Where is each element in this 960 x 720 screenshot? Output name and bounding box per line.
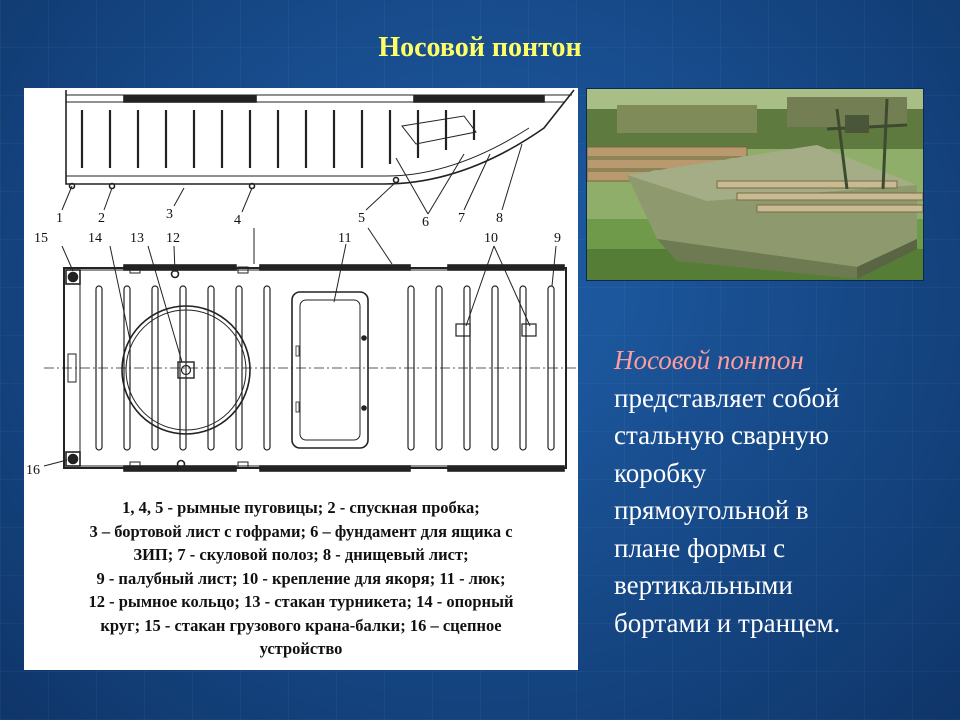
legend-line: 12 - рымное кольцо; 13 - стакан турникета; 14 - опорный — [88, 592, 514, 611]
legend-line: 3 – бортовой лист с гофрами; 6 – фундамент для ящика с — [89, 521, 513, 541]
slide-title: Носовой понтон — [378, 32, 582, 63]
description-line: плане формы с — [614, 532, 786, 563]
callout-14: 14 — [88, 231, 102, 246]
callout-5: 5 — [358, 211, 365, 226]
pontoon-diagram — [24, 88, 578, 670]
callout-16: 16 — [26, 463, 40, 478]
legend-line: устройство — [259, 639, 343, 658]
callout-3: 3 — [166, 207, 173, 222]
legend-line: 9 - палубный лист; 10 - крепление для якоря; 11 - люк; — [96, 568, 506, 588]
pontoon-photo — [586, 88, 924, 281]
callout-10: 10 — [484, 231, 498, 246]
legend-line: 1, 4, 5 - рымные пуговицы; 2 - спускная пробка; — [122, 498, 480, 517]
diagram-legend — [32, 496, 570, 661]
callout-8: 8 — [496, 211, 503, 226]
callout-6: 6 — [422, 215, 429, 230]
callout-1: 1 — [56, 211, 63, 226]
callout-15: 15 — [34, 231, 48, 246]
description-line: бортами и транцем. — [614, 607, 841, 638]
callout-7: 7 — [458, 211, 465, 226]
top-view — [44, 228, 576, 471]
legend-line: ЗИП; 7 - скуловой полоз; 8 - днищевый лист; — [133, 545, 469, 564]
description-highlight: Носовой понтон — [614, 345, 804, 375]
description-line: коробку — [614, 457, 707, 488]
pontoon-description — [614, 342, 934, 642]
side-view — [62, 90, 574, 214]
callout-9: 9 — [554, 231, 561, 246]
callout-11: 11 — [338, 231, 352, 246]
legend-line: круг; 15 - стакан грузового крана-балки; 16 – сцепное — [100, 615, 502, 635]
description-line: стальную сварную — [614, 420, 829, 450]
callout-4: 4 — [234, 213, 241, 228]
callout-13: 13 — [130, 231, 144, 246]
description-line: представляет собой — [614, 382, 840, 413]
description-line: вертикальными — [614, 570, 793, 600]
callout-2: 2 — [98, 211, 105, 226]
callout-12: 12 — [166, 231, 180, 246]
description-line: прямоугольной в — [614, 495, 809, 525]
